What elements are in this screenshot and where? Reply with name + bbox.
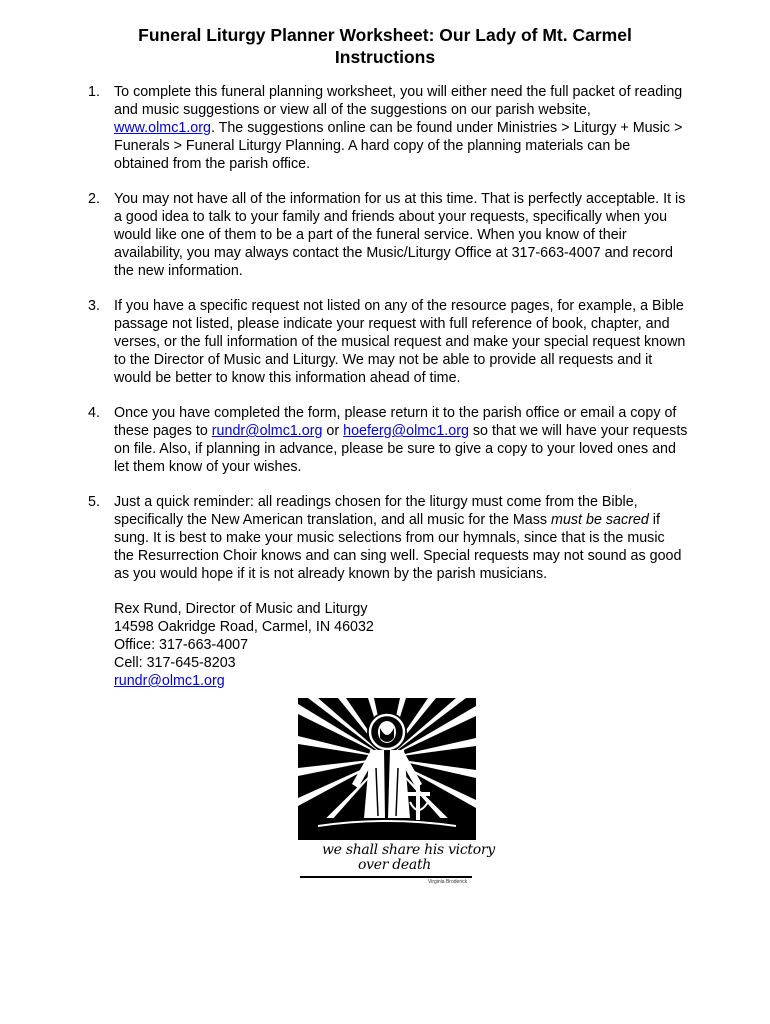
contact-office-phone: Office: 317-663-4007 <box>114 637 249 653</box>
item-text: If you have a specific request not listed on any of the resource pages, for example, a Bible passage not listed, please indicate your request with full reference of book, chapter, and verses, or the full information of the musical request and make your special request known to the Director of Music and Liturgy. We may not be able to provide all requests and it would be better to know this information ahead of time. <box>114 298 686 386</box>
item-text: You may not have all of the information for us at this time. That is perfectly acceptable. It is a good idea to talk to your family and friends about your requests, specifically when you would like one of them to be a part of the funeral service. When you know of their availability, you may always contact the Music/Liturgy Office at 317-663-4007 and record the new information. <box>114 191 686 279</box>
item-text: if sung. It is best to make your music selections from our hymnals, since that is the music the Resurrection Choir knows and can sing well. Special requests may not sound as good as you would hope if it is not already known by the parish musicians. <box>114 512 682 582</box>
item-number: 1. <box>88 84 100 100</box>
list-item <box>88 297 688 387</box>
list-item <box>88 83 688 173</box>
page-title <box>0 24 770 68</box>
artwork-rule <box>300 876 472 878</box>
contact-block <box>114 600 374 690</box>
website-link[interactable]: www.olmc1.org <box>114 120 211 136</box>
contact-cell-phone: Cell: 317-645-8203 <box>114 655 236 671</box>
instructions-list <box>88 83 688 600</box>
list-item <box>88 493 688 583</box>
email-link-rundr[interactable]: rundr@olmc1.org <box>211 423 323 439</box>
item-text: so that we will have your requests on file. Also, if planning in advance, please be sure to give a copy to your loved ones and let them know of your wishes. <box>114 423 688 475</box>
contact-email-link[interactable]: rundr@olmc1.org <box>114 673 225 689</box>
item-text: To complete this funeral planning worksheet, you will either need the full packet of reading and music suggestions or view all of the suggestions on our parish website, <box>114 84 683 118</box>
item-number: 5. <box>88 494 100 510</box>
artwork-credit: Virginia Broderick <box>428 879 468 885</box>
list-item <box>88 190 688 280</box>
title-line-2: Instructions <box>334 47 436 67</box>
item-text: Once you have completed the form, please return it to the parish office or email a copy of these pages to <box>114 405 677 439</box>
email-link-hoeferg[interactable]: hoeferg@olmc1.org <box>343 423 469 439</box>
item-text: or <box>322 423 344 439</box>
artwork-caption-line-2: over death <box>358 857 432 873</box>
contact-address: 14598 Oakridge Road, Carmel, IN 46032 <box>114 619 374 635</box>
title-line-1: Funeral Liturgy Planner Worksheet: Our Lady of Mt. Carmel <box>138 25 632 45</box>
contact-name: Rex Rund, Director of Music and Liturgy <box>114 601 368 617</box>
item-number: 4. <box>88 405 100 421</box>
item-text: . The suggestions online can be found under Ministries > Liturgy + Music > Funerals > Funeral Liturgy Planning. A hard copy of the planning materials can be obtained from the parish office. <box>114 120 683 172</box>
item-number: 3. <box>88 298 100 314</box>
artwork-caption-line-1: we shall share his victory <box>322 842 495 858</box>
item-text: Just a quick reminder: all readings chosen for the liturgy must come from the Bible, specifically the New American translation, and all music for the Mass <box>114 494 638 528</box>
item-emphasis: must be sacred <box>551 512 649 528</box>
list-item <box>88 404 688 476</box>
item-number: 2. <box>88 191 100 207</box>
